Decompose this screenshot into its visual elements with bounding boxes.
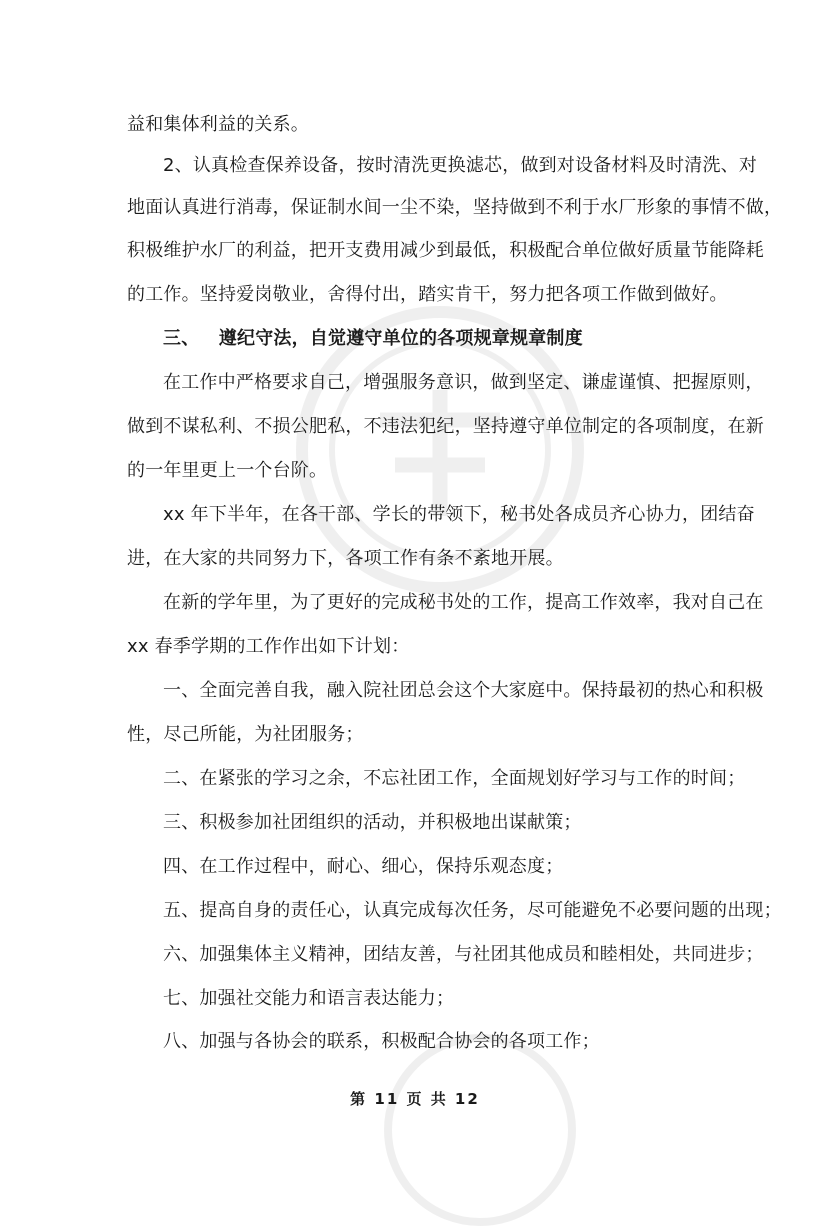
list-item: 三、积极参加社团组织的活动，并积极地出谋献策；	[163, 812, 582, 833]
text-line: 在新的学年里，为了更好的完成秘书处的工作，提高工作效率，我对自己在	[163, 592, 764, 613]
text-line: 的工作。坚持爱岗敬业，舍得付出，踏实肯干，努力把各项工作做到做好。	[127, 284, 728, 305]
text-line: 积极维护水厂的利益，把开支费用减少到最低，积极配合单位做好质量节能降耗	[127, 240, 764, 261]
text-line: 2、认真检查保养设备，按时清洗更换滤芯，做到对设备材料及时清洗、对	[163, 155, 758, 176]
text-line: 进，在大家的共同努力下，各项工作有条不紊地开展。	[127, 548, 564, 569]
section-heading: 三、 遵纪守法，自觉遵守单位的各项规章规章制度	[163, 328, 583, 349]
text-line: 地面认真进行消毒，保证制水间一尘不染，坚持做到不利于水厂形象的事情不做，	[127, 197, 783, 218]
watermark-seal-icon-bottom	[380, 1030, 580, 1230]
list-item: 四、在工作过程中，耐心、细心，保持乐观态度；	[163, 856, 564, 877]
page-number-footer: 第 11 页 共 12	[350, 1090, 480, 1108]
list-item: 二、在紧张的学习之余，不忘社团工作，全面规划好学习与工作的时间；	[163, 768, 746, 789]
text-line: 的一年里更上一个台阶。	[127, 460, 328, 481]
list-item: 八、加强与各协会的联系，积极配合协会的各项工作；	[163, 1031, 600, 1052]
text-line: 一、全面完善自我，融入院社团总会这个大家庭中。保持最初的热心和积极	[163, 680, 764, 701]
text-line: 益和集体利益的关系。	[127, 114, 309, 135]
text-line: xx 春季学期的工作作出如下计划：	[127, 636, 410, 657]
list-item: 五、提高自身的责任心，认真完成每次任务，尽可能避免不必要问题的出现；	[163, 900, 782, 921]
text-line: 在工作中严格要求自己，增强服务意识，做到坚定、谦虚谨慎、把握原则，	[163, 372, 764, 393]
text-line: 做到不谋私利、不损公肥私，不违法犯纪，坚持遵守单位制定的各项制度，在新	[127, 416, 764, 437]
list-item: 六、加强集体主义精神，团结友善，与社团其他成员和睦相处，共同进步；	[163, 944, 764, 965]
text-line: 性，尽己所能，为社团服务；	[127, 724, 364, 745]
list-item: 七、加强社交能力和语言表达能力；	[163, 988, 455, 1009]
text-line: xx 年下半年，在各干部、学长的带领下，秘书处各成员齐心协力，团结奋	[163, 504, 755, 525]
